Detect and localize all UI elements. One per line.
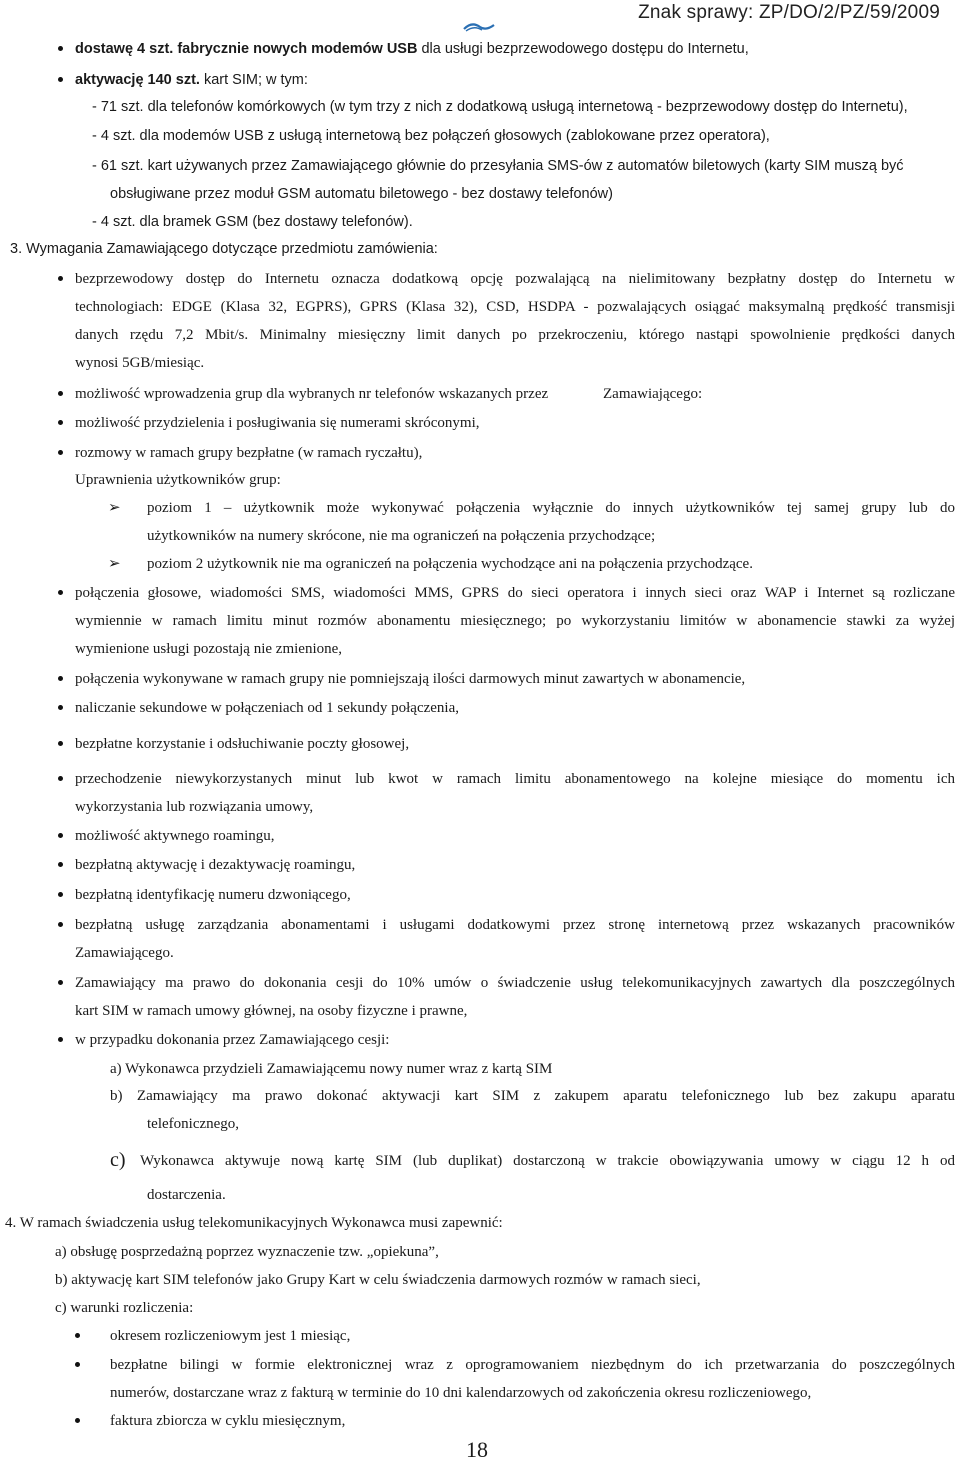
cession-sub-a: a) Wykonawca przydzieli Zamawiającemu nowy numer wraz z kartą SIM <box>110 1061 553 1077</box>
bullet-icon <box>58 922 63 927</box>
req-caller-id: bezpłatną identyfikację numeru dzwoniącego, <box>75 887 351 903</box>
req-cession-line2: kart SIM w ramach umowy głównej, na osoby fizyczne i prawne, <box>75 1003 468 1019</box>
sim-sub-71: - 71 szt. dla telefonów komórkowych (w tym trzy z nich z dodatkową usługą internetową - bezprzewodowy dostęp do Internetu), <box>92 99 908 115</box>
bullet-icon <box>58 833 63 838</box>
bullet-icon <box>58 676 63 681</box>
sim-sub-4-usb: - 4 szt. dla modemów USB z usługą internetową bez połączeń głosowych (zablokowane przez operatora), <box>92 128 770 144</box>
req-billing-line3: wymienione usługi pozostają nie zmienione, <box>75 641 343 657</box>
arrow-bullet-icon: ➢ <box>108 554 121 572</box>
intro-item-sim: aktywację 140 szt. kart SIM; w tym: <box>75 72 308 88</box>
bullet-icon <box>75 1418 80 1423</box>
intro-item-modems: dostawę 4 szt. fabrycznie nowych modemów USB dla usługi bezprzewodowego dostępu do Internetu, <box>75 41 749 57</box>
req-rollover-line2: wykorzystania lub rozwiązania umowy, <box>75 799 314 815</box>
req-per-second: naliczanie sekundowe w połączeniach od 1 sekundy połączenia, <box>75 700 460 716</box>
bullet-icon <box>58 450 63 455</box>
arrow-bullet-icon: ➢ <box>108 498 121 516</box>
sim-sub-61-cont: obsługiwane przez moduł GSM automatu biletowego - bez dostawy telefonów) <box>110 186 613 202</box>
bullet-icon <box>58 892 63 897</box>
perm-level2: poziom 2 użytkownik nie ma ograniczeń na połączenia wychodzące ani na połączenia przychodzące. <box>147 556 753 572</box>
sim-sub-4-gsm: - 4 szt. dla bramek GSM (bez dostawy telefonów). <box>92 214 413 230</box>
bullet-icon <box>75 1333 80 1338</box>
bullet-icon <box>58 741 63 746</box>
req-groups-end: Zamawiającego: <box>603 386 703 402</box>
bullet-icon <box>58 980 63 985</box>
req-rollover-line1: przechodzenie niewykorzystanych minut lub kwot w ramach limitu abonamentowego na kolejne miesiące do momentu ich <box>75 771 955 787</box>
req-web-mgmt-line1: bezpłatną usługę zarządzania abonamentami i usługami dodatkowymi przez stronę internetową przez wskazanych pracowników <box>75 917 955 933</box>
section4-c: c) warunki rozliczenia: <box>55 1300 194 1316</box>
wave-logo-icon <box>462 21 496 37</box>
req-roaming-toggle: bezpłatną aktywację i dezaktywację roamingu, <box>75 857 356 873</box>
req-voicemail: bezpłatne korzystanie i odsłuchiwanie poczty głosowej, <box>75 736 410 752</box>
bullet-icon <box>58 276 63 281</box>
req-internet-line3: danych rzędu 7,2 Mbit/s. Minimalny miesięczny limit danych po przekroczeniu, którego nastąpi spowolnienie prędkości danych <box>75 327 955 343</box>
billing-period: okresem rozliczeniowym jest 1 miesiąc, <box>110 1328 351 1344</box>
section4-a: a) obsługę posprzedażną poprzez wyznaczenie tzw. „opiekuna”, <box>55 1244 439 1260</box>
permissions-heading: Uprawnienia użytkowników grup: <box>75 472 281 488</box>
bullet-icon <box>58 1037 63 1042</box>
bullet-icon <box>75 1362 80 1367</box>
bullet-icon <box>58 590 63 595</box>
req-billing-line2: wymiennie w ramach limitu minut rozmów abonamentu miesięcznego; po wykorzystaniu limitów w abonamencie stawki za wyżej <box>75 613 955 629</box>
billing-ebill-line1: bezpłatne bilingi w formie elektronicznej wraz z oprogramowaniem niezbędnym do ich przetwarzania do poszczególnych <box>110 1357 955 1373</box>
billing-ebill-line2: numerów, dostarczane wraz z fakturą w terminie do 10 dni kalendarzowych od zakończenia okresu rozliczeniowego, <box>110 1385 812 1401</box>
req-cession-case: w przypadku dokonania przez Zamawiającego cesji: <box>75 1032 390 1048</box>
cession-sub-c-line2: dostarczenia. <box>147 1187 226 1203</box>
bullet-icon <box>58 420 63 425</box>
section3-heading: 3. Wymagania Zamawiającego dotyczące przedmiotu zamówienia: <box>10 241 438 257</box>
req-group-minutes: połączenia wykonywane w ramach grupy nie pomniejszają ilości darmowych minut zawartych w abonamencie, <box>75 671 746 687</box>
req-group-calls: rozmowy w ramach grupy bezpłatne (w ramach ryczałtu), <box>75 445 423 461</box>
req-roaming: możliwość aktywnego roamingu, <box>75 828 275 844</box>
bullet-icon <box>58 46 63 51</box>
bullet-icon <box>58 77 63 82</box>
sim-sub-61: - 61 szt. kart używanych przez Zamawiającego głównie do przesyłania SMS-ów z automatów biletowych (karty SIM muszą być <box>92 158 904 174</box>
cession-sub-b-line2: telefonicznego, <box>147 1116 240 1132</box>
cession-sub-c-letter: c) <box>110 1149 126 1171</box>
perm-level1-line1: poziom 1 – użytkownik może wykonywać połączenia wyłącznie do innych użytkowników tej samej grupy lub do <box>147 500 955 516</box>
bullet-icon <box>58 776 63 781</box>
section4-heading: 4. W ramach świadczenia usług telekomunikacyjnych Wykonawca musi zapewnić: <box>5 1215 503 1231</box>
page-number: 18 <box>466 1437 488 1462</box>
case-reference: Znak sprawy: ZP/DO/2/PZ/59/2009 <box>638 2 940 23</box>
req-groups: możliwość wprowadzenia grup dla wybranych nr telefonów wskazanych przez <box>75 386 549 402</box>
section4-b: b) aktywację kart SIM telefonów jako Grupy Kart w celu świadczenia darmowych rozmów w ramach sieci, <box>55 1272 701 1288</box>
billing-invoice: faktura zbiorcza w cyklu miesięcznym, <box>110 1413 346 1429</box>
bullet-icon <box>58 862 63 867</box>
req-internet-line2: technologiach: EDGE (Klasa 32, EGPRS), GPRS (Klasa 32), CSD, HSDPA - pozwalających osiągać maksymalną prędkość transmisji <box>75 299 955 315</box>
cession-sub-c-line1: Wykonawca aktywuje nową kartę SIM (lub duplikat) dostarczoną w trakcie obowiązywania umowy w ciągu 12 h od <box>140 1153 955 1169</box>
req-billing-line1: połączenia głosowe, wiadomości SMS, wiadomości MMS, GPRS do sieci operatora i innych sieci oraz WAP i Internet są rozliczane <box>75 585 955 601</box>
bullet-icon <box>58 391 63 396</box>
perm-level1-line2: użytkowników na numery skrócone, nie ma ograniczeń na połączenia przychodzące; <box>147 528 656 544</box>
req-web-mgmt-line2: Zamawiającego. <box>75 945 174 961</box>
cession-sub-b-line1: b) Zamawiający ma prawo dokonać aktywacji kart SIM z zakupem aparatu telefonicznego lub bez zakupu aparatu <box>110 1088 955 1104</box>
req-short-numbers: możliwość przydzielenia i posługiwania się numerami skróconymi, <box>75 415 480 431</box>
req-internet-line1: bezprzewodowy dostęp do Internetu oznacza dodatkową opcję pozwalającą na nielimitowany bezpłatny dostęp do Internetu w <box>75 271 955 287</box>
req-internet-line4: wynosi 5GB/miesiąc. <box>75 355 205 371</box>
bullet-icon <box>58 705 63 710</box>
req-cession-line1: Zamawiający ma prawo do dokonania cesji do 10% umów o świadczenie usług telekomunikacyjnych zawartych dla poszczególnych <box>75 975 955 991</box>
